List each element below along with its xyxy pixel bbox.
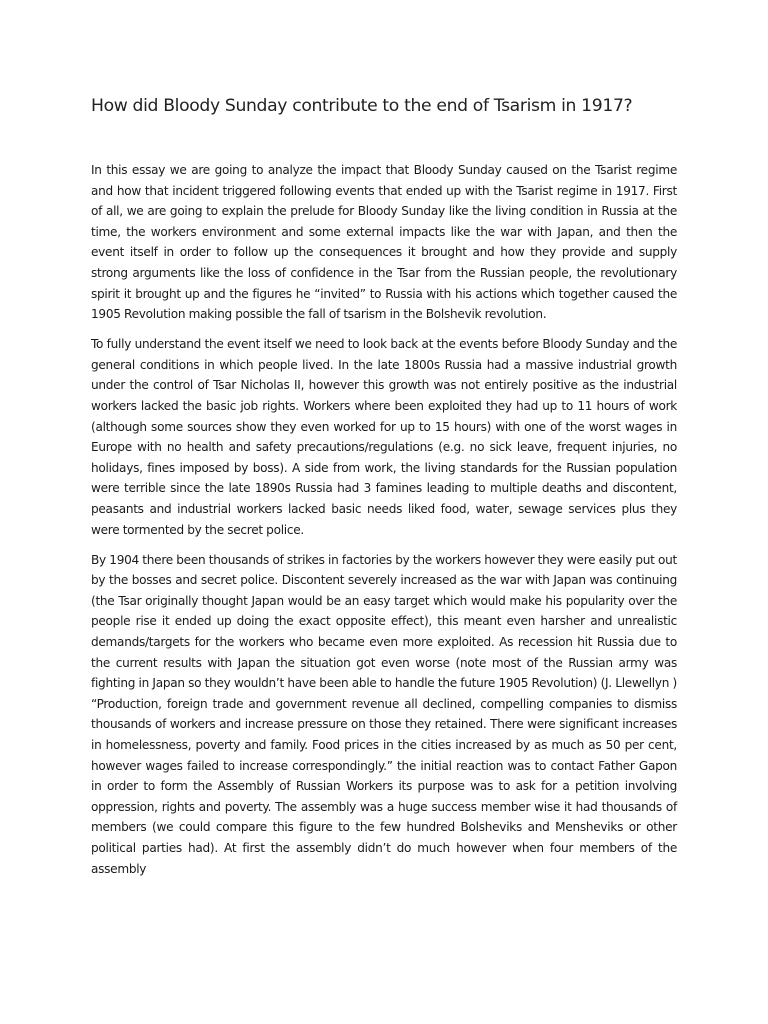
paragraph-background: To fully understand the event itself we need to look back at the events before Bloody Sunday and the general conditions in which people lived. In the late 1800s Russia had a massive industrial growth under the control of Tsar Nicholas II, however this growth was not entirely positive as the industrial workers lacked the basic job rights. Workers where been exploited they had up to 11 hours of work (although some sources show they even worked for up to 15 hours) with one of the worst wages in Europe with no health and safety precautions/regulations (e.g. no sick leave, frequent injuries, no holidays, fines imposed by boss). A side from work, the living standards for the Russian population were terrible since the late 1890s Russia had 3 famines leading to multiple deaths and discontent, peasants and industrial workers lacked basic needs liked food, water, sewage services plus they were tormented by the secret police. bbox=[91, 337, 677, 537]
paragraph-strikes: By 1904 there been thousands of strikes in factories by the workers however they were easily put out by the bosses and secret police. Discontent severely increased as the war with Japan was continuing (the Tsar originally thought Japan would be an easy target which would make his popularity over the people rise it ended up doing the exact opposite effect), this meant even harsher and unrealistic demands/targets for the workers who became even more exploited. As recession hit Russia due to the current results with Japan the situation got even worse (note most of the Russian army was fighting in Japan so they wouldn’t have been able to handle the future 1905 Revolution) (J. Llewellyn ) “Production, foreign trade and government revenue all declined, compelling companies to dismiss thousands of workers and increase pressure on those they retained. There were significant increases in homelessness, poverty and family. Food prices in the cities increased by as much as 50 per cent, however wages failed to increase correspondingly.” the initial reaction was to contact Father Gapon in order to form the Assembly of Russian Workers its purpose was to ask for a petition involving oppression, rights and poverty. The assembly was a huge success member wise it had thousands of members (we could compare this figure to the few hundred Bolsheviks and Mensheviks or other political parties had). At first the assembly didn’t do much however when four members of the assembly bbox=[91, 552, 677, 876]
paragraph-intro: In this essay we are going to analyze the impact that Bloody Sunday caused on the Tsarist regime and how that incident triggered following events that ended up with the Tsarist regime in 1917. First of all, we are going to explain the prelude for Bloody Sunday like the living condition in Russia at the time, the workers environment and some external impacts like the war with Japan, and then the event itself in order to follow up the consequences it brought and how they provide and supply strong arguments like the loss of confidence in the Tsar from the Russian people, the revolutionary spirit it brought up and the figures he “invited” to Russia with his actions which together caused the 1905 Revolution making possible the fall of tsarism in the Bolshevik revolution. bbox=[91, 163, 677, 322]
document-title: How did Bloody Sunday contribute to the end of Tsarism in 1917? bbox=[91, 96, 633, 116]
document-body bbox=[91, 160, 677, 889]
